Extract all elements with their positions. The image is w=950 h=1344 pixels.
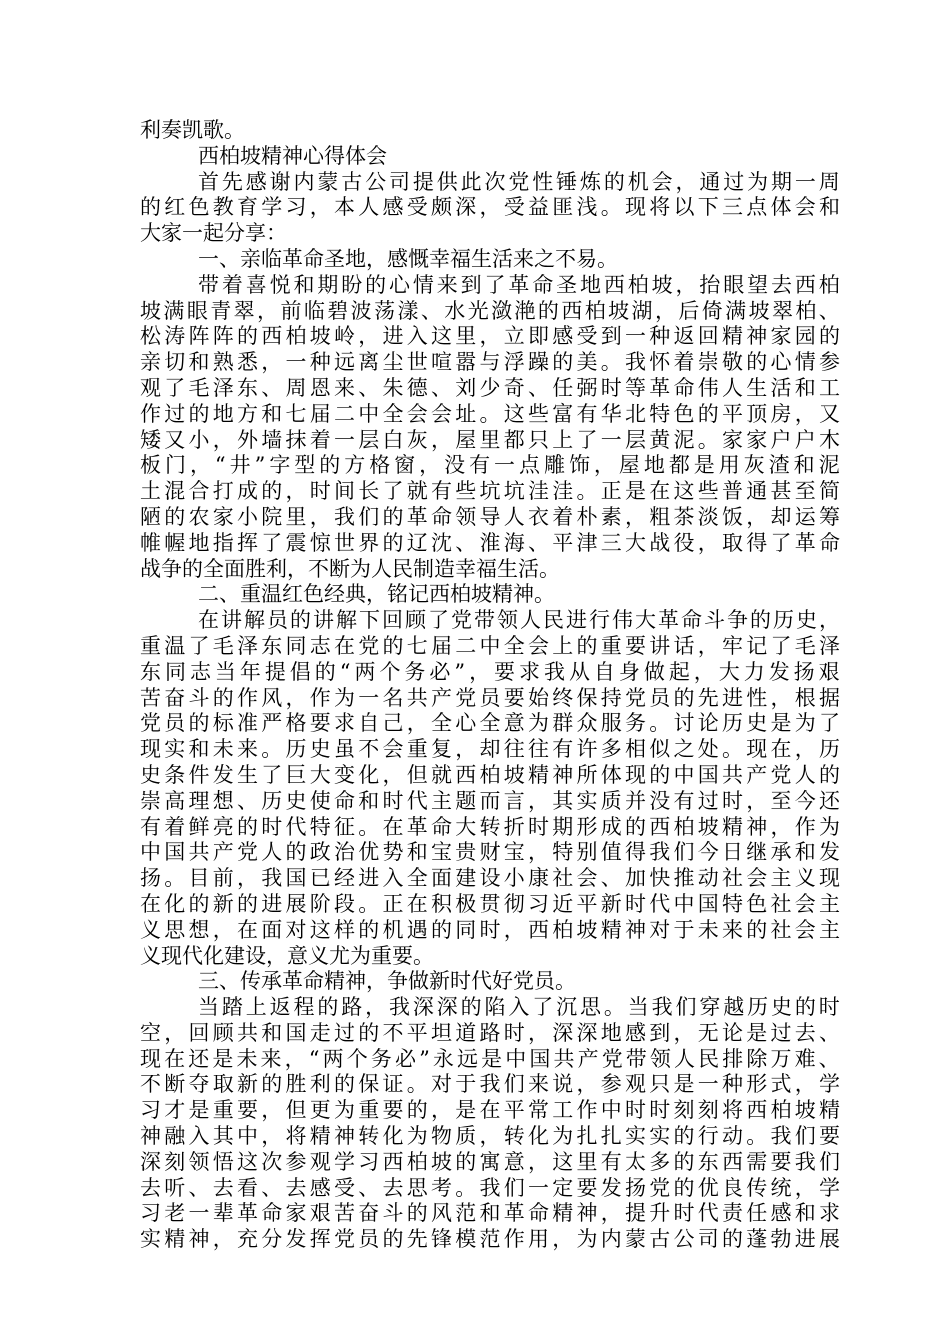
- text-line: 西柏坡精神心得体会: [198, 143, 387, 168]
- text-line: 有 着 鲜 亮 的 时 代 特 征 。 在 革 命 大 转 折 时 期 形 成 的 西 柏 坡 精 神 ， 作 为: [140, 814, 840, 839]
- text-line: 首 先 感 谢 内 蒙 古 公 司 提 供 此 次 党 性 锤 炼 的 机 会 ， 通 过 为 期 一 周: [198, 169, 840, 194]
- text-line: 重 温 了 毛 泽 东 同 志 在 党 的 七 届 二 中 全 会 上 的 重 要 讲 话 ， 牢 记 了 毛 泽: [140, 633, 840, 658]
- text-line: 空 ， 回 顾 共 和 国 走 过 的 不 平 坦 道 路 时 ， 深 深 地 感 到 ， 无 论 是 过 去 、: [140, 1020, 840, 1045]
- text-line: 实 精 神 ， 充 分 发 挥 党 员 的 先 锋 模 范 作 用 ， 为 内 蒙 古 公 司 的 蓬 勃 进 展: [140, 1227, 840, 1252]
- text-line: 崇 高 理 想 、 历 史 使 命 和 时 代 主 题 而 言 ， 其 实 质 并 没 有 过 时 ， 至 今 还: [140, 788, 840, 813]
- text-line: 土 混 合 打 成 的 ， 时 间 长 了 就 有 些 坑 坑 洼 洼 。 正 是 在 这 些 普 通 甚 至 简: [140, 479, 840, 504]
- text-line: 扬 。 目 前 ， 我 国 已 经 进 入 全 面 建 设 小 康 社 会 、 加 快 推 动 社 会 主 义 现: [140, 866, 840, 891]
- text-line: 陋 的 农 家 小 院 里 ， 我 们 的 革 命 领 导 人 衣 着 朴 素 ， 粗 茶 淡 饭 ， 却 运 筹: [140, 504, 840, 529]
- text-line: 带 着 喜 悦 和 期 盼 的 心 情 来 到 了 革 命 圣 地 西 柏 坡 ， 抬 眼 望 去 西 柏: [198, 272, 840, 297]
- text-line: 帷 幄 地 指 挥 了 震 惊 世 界 的 辽 沈 、 淮 海 、 平 津 三 大 战 役 ， 取 得 了 革 命: [140, 530, 840, 555]
- document-page: [140, 118, 840, 1253]
- text-line: 习 老 一 辈 革 命 家 艰 苦 奋 斗 的 风 范 和 革 命 精 神 ， 提 升 时 代 责 任 感 和 求: [140, 1201, 840, 1226]
- text-line: 作 过 的 地 方 和 七 届 二 中 全 会 会 址 。 这 些 富 有 华 北 特 色 的 平 顶 房 ， 又: [140, 401, 840, 426]
- text-line: 坡 满 眼 青 翠 ， 前 临 碧 波 荡 漾 、 水 光 潋 滟 的 西 柏 坡 湖 ， 后 倚 满 坡 翠 柏 、: [140, 298, 840, 323]
- text-line: 三、传承革命精神，争做新时代好党员。: [198, 969, 576, 994]
- text-line: 深 刻 领 悟 这 次 参 观 学 习 西 柏 坡 的 寓 意 ， 这 里 有 太 多 的 东 西 需 要 我 们: [140, 1149, 840, 1174]
- text-line: 矮 又 小 ， 外 墙 抹 着 一 层 白 灰 ， 屋 里 都 只 上 了 一 层 黄 泥 。 家 家 户 户 木: [140, 427, 840, 452]
- text-line: 东 同 志 当 年 提 倡 的 “ 两 个 务 必 ” ， 要 求 我 从 自 身 做 起 ， 大 力 发 扬 艰: [140, 659, 840, 684]
- text-line: 去 听 、 去 看 、 去 感 受 、 去 思 考 。 我 们 一 定 要 发 扬 党 的 优 良 传 统 ， 学: [140, 1175, 840, 1200]
- text-line: 利奏凯歌。: [140, 118, 245, 142]
- text-line: 战争的全面胜利，不断为人民制造幸福生活。: [140, 556, 560, 581]
- text-line: 观 了 毛 泽 东 、 周 恩 来 、 朱 德 、 刘 少 奇 、 任 弼 时 等 革 命 伟 人 生 活 和 工: [140, 375, 840, 400]
- text-line: 板 门 ， “ 井 ” 字 型 的 方 格 窗 ， 没 有 一 点 雕 饰 ， 屋 地 都 是 用 灰 渣 和 泥: [140, 453, 840, 478]
- text-line: 当 踏 上 返 程 的 路 ， 我 深 深 的 陷 入 了 沉 思 。 当 我 们 穿 越 历 史 的 时: [198, 995, 840, 1020]
- text-line: 史 条 件 发 生 了 巨 大 变 化 ， 但 就 西 柏 坡 精 神 所 体 现 的 中 国 共 产 党 人 的: [140, 762, 840, 787]
- text-line: 现 实 和 未 来 。 历 史 虽 不 会 重 复 ， 却 往 往 有 许 多 相 似 之 处 。 现 在 ， 历: [140, 737, 840, 762]
- text-line: 松 涛 阵 阵 的 西 柏 坡 岭 ， 进 入 这 里 ， 立 即 感 受 到 一 种 返 回 精 神 家 园 的: [140, 324, 840, 349]
- text-line: 习 才 是 重 要 ， 但 更 为 重 要 的 ， 是 在 平 常 工 作 中 时 时 刻 刻 将 西 柏 坡 精: [140, 1098, 840, 1123]
- text-line: 神 融 入 其 中 ， 将 精 神 转 化 为 物 质 ， 转 化 为 扎 扎 实 实 的 行 动 。 我 们 要: [140, 1124, 840, 1149]
- text-line: 苦 奋 斗 的 作 风 ， 作 为 一 名 共 产 党 员 要 始 终 保 持 党 员 的 先 进 性 ， 根 据: [140, 685, 840, 710]
- text-line: 亲 切 和 熟 悉 ， 一 种 远 离 尘 世 喧 嚣 与 浮 躁 的 美 。 我 怀 着 崇 敬 的 心 情 参: [140, 350, 840, 375]
- text-line: 大家一起分享：: [140, 221, 287, 246]
- text-line: 党 员 的 标 准 严 格 要 求 自 己 ， 全 心 全 意 为 群 众 服 务 。 讨 论 历 史 是 为 了: [140, 711, 840, 736]
- text-line: 二、重温红色经典，铭记西柏坡精神。: [198, 582, 555, 607]
- text-line: 一、亲临革命圣地，感慨幸福生活来之不易。: [198, 246, 618, 271]
- text-line: 的 红 色 教 育 学 习 ， 本 人 感 受 颇 深 ， 受 益 匪 浅 。 现 将 以 下 三 点 体 会 和: [140, 195, 840, 220]
- text-line: 义 思 想 ， 在 面 对 这 样 的 机 遇 的 同 时 ， 西 柏 坡 精 神 对 于 未 来 的 社 会 主: [140, 917, 840, 942]
- text-line: 在 化 的 新 的 进 展 阶 段 。 正 在 积 极 贯 彻 习 近 平 新 时 代 中 国 特 色 社 会 主: [140, 891, 840, 916]
- text-line: 义现代化建设，意义尤为重要。: [140, 943, 434, 968]
- text-line: 中 国 共 产 党 人 的 政 治 优 势 和 宝 贵 财 宝 ， 特 别 值 得 我 们 今 日 继 承 和 发: [140, 840, 840, 865]
- text-line: 在 讲 解 员 的 讲 解 下 回 顾 了 党 带 领 人 民 进 行 伟 大 革 命 斗 争 的 历 史 ，: [198, 608, 840, 633]
- text-line: 不 断 夺 取 新 的 胜 利 的 保 证 。 对 于 我 们 来 说 ， 参 观 只 是 一 种 形 式 ， 学: [140, 1072, 840, 1097]
- text-line: 现 在 还 是 未 来 ， “ 两 个 务 必 ” 永 远 是 中 国 共 产 党 带 领 人 民 排 除 万 难 、: [140, 1046, 840, 1071]
